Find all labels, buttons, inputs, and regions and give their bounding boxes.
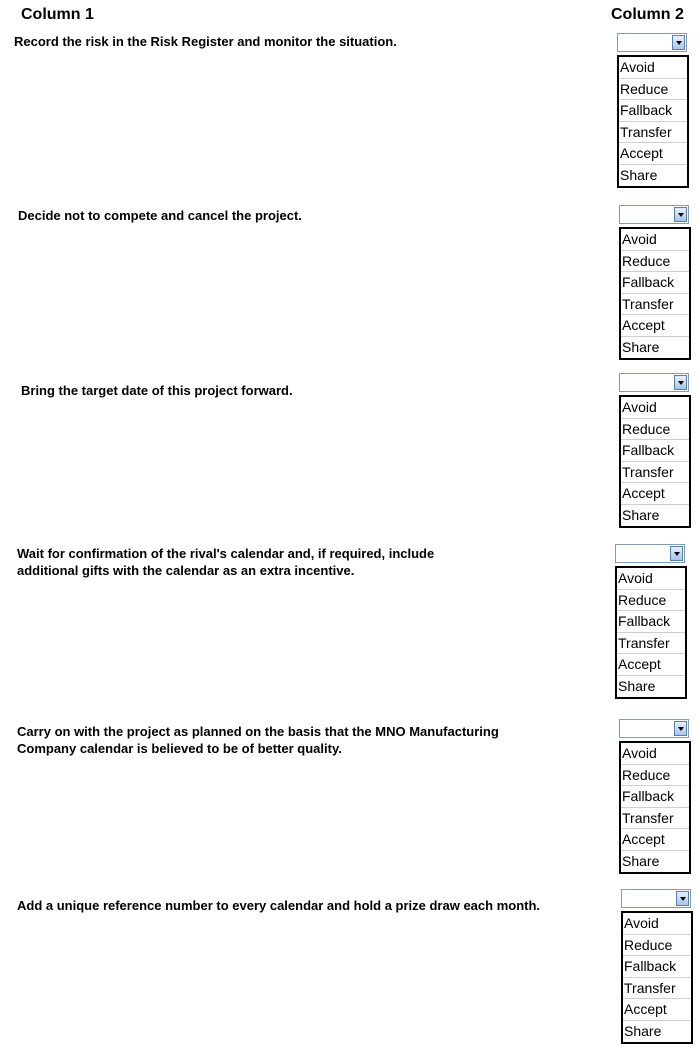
statement-4: Wait for confirmation of the rival's calendar and, if required, include additional gifts with the calendar as an extra incentive. [17, 546, 435, 578]
chevron-down-icon[interactable] [674, 375, 687, 390]
option-share[interactable]: Share [624, 1022, 662, 1039]
combo-box-2[interactable] [619, 205, 689, 224]
combo-box-5[interactable] [619, 719, 689, 738]
statement-1: Record the risk in the Risk Register and monitor the situation. [14, 34, 397, 49]
chevron-down-icon[interactable] [670, 546, 683, 561]
statement-3: Bring the target date of this project forward. [21, 383, 293, 398]
option-list-1 [617, 55, 689, 188]
option-transfer[interactable]: Transfer [623, 978, 691, 1000]
option-reduce[interactable]: Reduce [623, 935, 691, 957]
option-transfer[interactable]: Transfer [621, 294, 689, 316]
option-reduce[interactable]: Reduce [621, 765, 689, 787]
chevron-down-icon[interactable] [674, 721, 687, 736]
option-list-3 [619, 395, 691, 528]
option-fallback[interactable]: Fallback [617, 611, 685, 633]
option-share[interactable]: Share [622, 338, 660, 355]
option-reduce[interactable]: Reduce [621, 251, 689, 273]
option-fallback[interactable]: Fallback [619, 100, 687, 122]
option-accept[interactable]: Accept [621, 315, 689, 337]
option-reduce[interactable]: Reduce [621, 419, 689, 441]
option-list-5 [619, 741, 691, 874]
option-fallback[interactable]: Fallback [621, 786, 689, 808]
option-accept[interactable]: Accept [619, 143, 687, 165]
combo-box-1[interactable] [617, 33, 687, 52]
option-fallback[interactable]: Fallback [621, 440, 689, 462]
option-list-4 [615, 566, 687, 699]
statement-5: Carry on with the project as planned on the basis that the MNO Manufacturing Company calendar is believed to be of better quality. [17, 724, 499, 756]
option-avoid[interactable]: Avoid [619, 57, 687, 79]
option-avoid[interactable]: Avoid [621, 743, 689, 765]
option-accept[interactable]: Accept [617, 654, 685, 676]
option-transfer[interactable]: Transfer [621, 808, 689, 830]
statement-2: Decide not to compete and cancel the project. [18, 208, 302, 223]
option-share[interactable]: Share [622, 506, 660, 523]
column-1-header: Column 1 [21, 6, 94, 23]
option-fallback[interactable]: Fallback [621, 272, 689, 294]
option-accept[interactable]: Accept [623, 999, 691, 1021]
option-transfer[interactable]: Transfer [617, 633, 685, 655]
option-avoid[interactable]: Avoid [621, 229, 689, 251]
chevron-down-icon[interactable] [674, 207, 687, 222]
option-avoid[interactable]: Avoid [621, 397, 689, 419]
combo-box-6[interactable] [621, 889, 691, 908]
option-list-6 [621, 911, 693, 1044]
option-avoid[interactable]: Avoid [617, 568, 685, 590]
chevron-down-icon[interactable] [676, 891, 689, 906]
option-accept[interactable]: Accept [621, 483, 689, 505]
combo-box-4[interactable] [615, 544, 685, 563]
statement-6: Add a unique reference number to every calendar and hold a prize draw each month. [17, 898, 541, 913]
option-avoid[interactable]: Avoid [623, 913, 691, 935]
option-transfer[interactable]: Transfer [621, 462, 689, 484]
option-share[interactable]: Share [622, 852, 660, 869]
option-accept[interactable]: Accept [621, 829, 689, 851]
combo-box-3[interactable] [619, 373, 689, 392]
option-share[interactable]: Share [620, 166, 658, 183]
option-reduce[interactable]: Reduce [617, 590, 685, 612]
option-share[interactable]: Share [618, 677, 656, 694]
chevron-down-icon[interactable] [672, 35, 685, 50]
option-fallback[interactable]: Fallback [623, 956, 691, 978]
option-reduce[interactable]: Reduce [619, 79, 687, 101]
option-list-2 [619, 227, 691, 360]
column-2-header: Column 2 [611, 6, 684, 23]
option-transfer[interactable]: Transfer [619, 122, 687, 144]
